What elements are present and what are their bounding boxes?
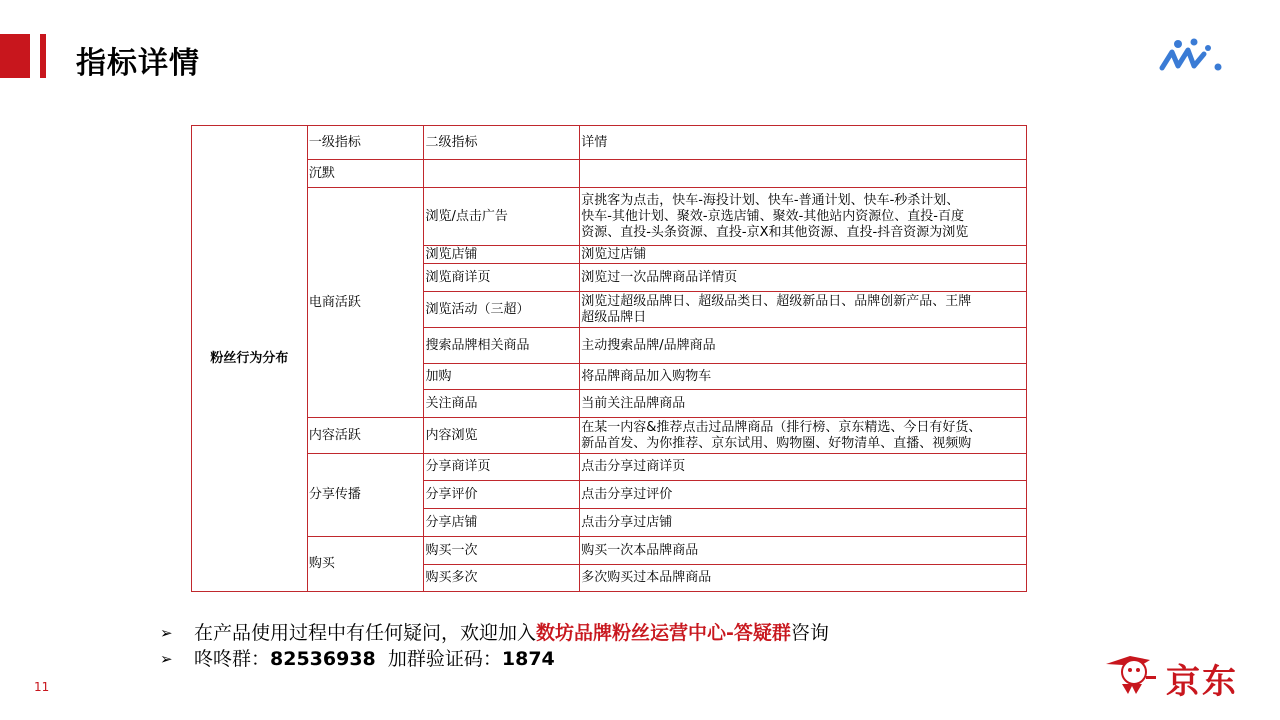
group-id-value: 82536938 xyxy=(270,648,376,670)
level2-cell: 购买一次 xyxy=(424,537,580,565)
level2-cell: 购买多次 xyxy=(424,565,580,592)
detail-line: 京挑客为点击，快车-海投计划、快车-普通计划、快车-秒杀计划、 xyxy=(581,192,960,208)
page-title: 指标详情 xyxy=(76,46,200,81)
arrow-bullet-icon: ➢ xyxy=(160,650,173,668)
level1-cell: 购买 xyxy=(307,537,424,592)
arrow-bullet-icon: ➢ xyxy=(160,624,173,642)
level1-cell: 电商活跃 xyxy=(307,188,424,418)
table-row xyxy=(192,160,1027,188)
detail-cell: 浏览过店铺 xyxy=(580,246,1027,264)
table-row xyxy=(192,537,1027,565)
level2-cell: 内容浏览 xyxy=(424,418,580,454)
detail-cell: 购买一次本品牌商品 xyxy=(580,537,1027,565)
detail-line: 快车-其他计划、聚效-京选店铺、聚效-其他站内资源位、直投-百度 xyxy=(581,208,964,224)
verify-code-value: 1874 xyxy=(501,648,555,670)
note-suffix-text: 咨询 xyxy=(790,622,829,644)
detail-cell xyxy=(580,292,1027,328)
level2-cell: 分享商详页 xyxy=(424,454,580,481)
indicator-detail-table xyxy=(191,125,1027,592)
verify-code-label: 加群验证码： xyxy=(375,648,502,670)
group-label-cell: 粉丝行为分布 xyxy=(192,126,308,592)
detail-cell: 点击分享过评价 xyxy=(580,481,1027,509)
help-note-join-group xyxy=(160,620,829,646)
level1-cell: 内容活跃 xyxy=(307,418,424,454)
group-label: 咚咚群： xyxy=(194,648,271,670)
detail-cell: 多次购买过本品牌商品 xyxy=(580,565,1027,592)
level1-cell: 沉默 xyxy=(307,160,424,188)
title-accent-block xyxy=(0,34,30,78)
detail-cell: 浏览过一次品牌商品详情页 xyxy=(580,264,1027,292)
detail-cell xyxy=(580,160,1027,188)
detail-cell: 点击分享过店铺 xyxy=(580,509,1027,537)
detail-cell xyxy=(580,188,1027,246)
detail-line: 在某一内容&推荐点击过品牌商品（排行榜、京东精选、今日有好货、 xyxy=(581,419,982,435)
detail-cell xyxy=(580,418,1027,454)
detail-line: 新品首发、为你推荐、京东试用、购物圈、好物清单、直播、视频购 xyxy=(581,435,972,451)
table-header-row xyxy=(192,126,1027,160)
level2-cell: 搜索品牌相关商品 xyxy=(424,328,580,364)
help-notes xyxy=(160,620,829,672)
detail-cell: 点击分享过商详页 xyxy=(580,454,1027,481)
detail-line: 浏览过超级品牌日、超级品类日、超级新品日、品牌创新产品、王牌 xyxy=(581,293,972,309)
title-accent-bar xyxy=(40,34,46,78)
header-detail: 详情 xyxy=(580,126,1027,160)
table-row xyxy=(192,418,1027,454)
level2-cell: 加购 xyxy=(424,364,580,390)
detail-cell: 将品牌商品加入购物车 xyxy=(580,364,1027,390)
table-row xyxy=(192,188,1027,246)
detail-line: 资源、直投-头条资源、直投-京X和其他资源、直投-抖音资源为浏览 xyxy=(581,224,969,240)
level2-cell: 分享店铺 xyxy=(424,509,580,537)
page-number: 11 xyxy=(34,680,50,694)
header-level1: 一级指标 xyxy=(307,126,424,160)
brand-logo-icon xyxy=(1156,36,1224,76)
level2-cell: 浏览/点击广告 xyxy=(424,188,580,246)
jd-logo-text: 京东 xyxy=(1166,662,1238,702)
level2-cell xyxy=(424,160,580,188)
detail-cell: 当前关注品牌商品 xyxy=(580,390,1027,418)
level2-cell: 浏览商详页 xyxy=(424,264,580,292)
level2-cell: 浏览店铺 xyxy=(424,246,580,264)
help-note-group-id xyxy=(160,646,829,672)
detail-line: 超级品牌日 xyxy=(581,309,647,325)
level2-cell: 分享评价 xyxy=(424,481,580,509)
table-row xyxy=(192,454,1027,481)
group-name-highlight: 数坊品牌粉丝运营中心-答疑群 xyxy=(536,622,791,644)
level1-cell: 分享传播 xyxy=(307,454,424,537)
level2-cell: 关注商品 xyxy=(424,390,580,418)
header-level2: 二级指标 xyxy=(424,126,580,160)
level2-cell: 浏览活动（三超） xyxy=(424,292,580,328)
detail-cell: 主动搜索品牌/品牌商品 xyxy=(580,328,1027,364)
note-prefix-text: 在产品使用过程中有任何疑问，欢迎加入 xyxy=(194,622,537,644)
